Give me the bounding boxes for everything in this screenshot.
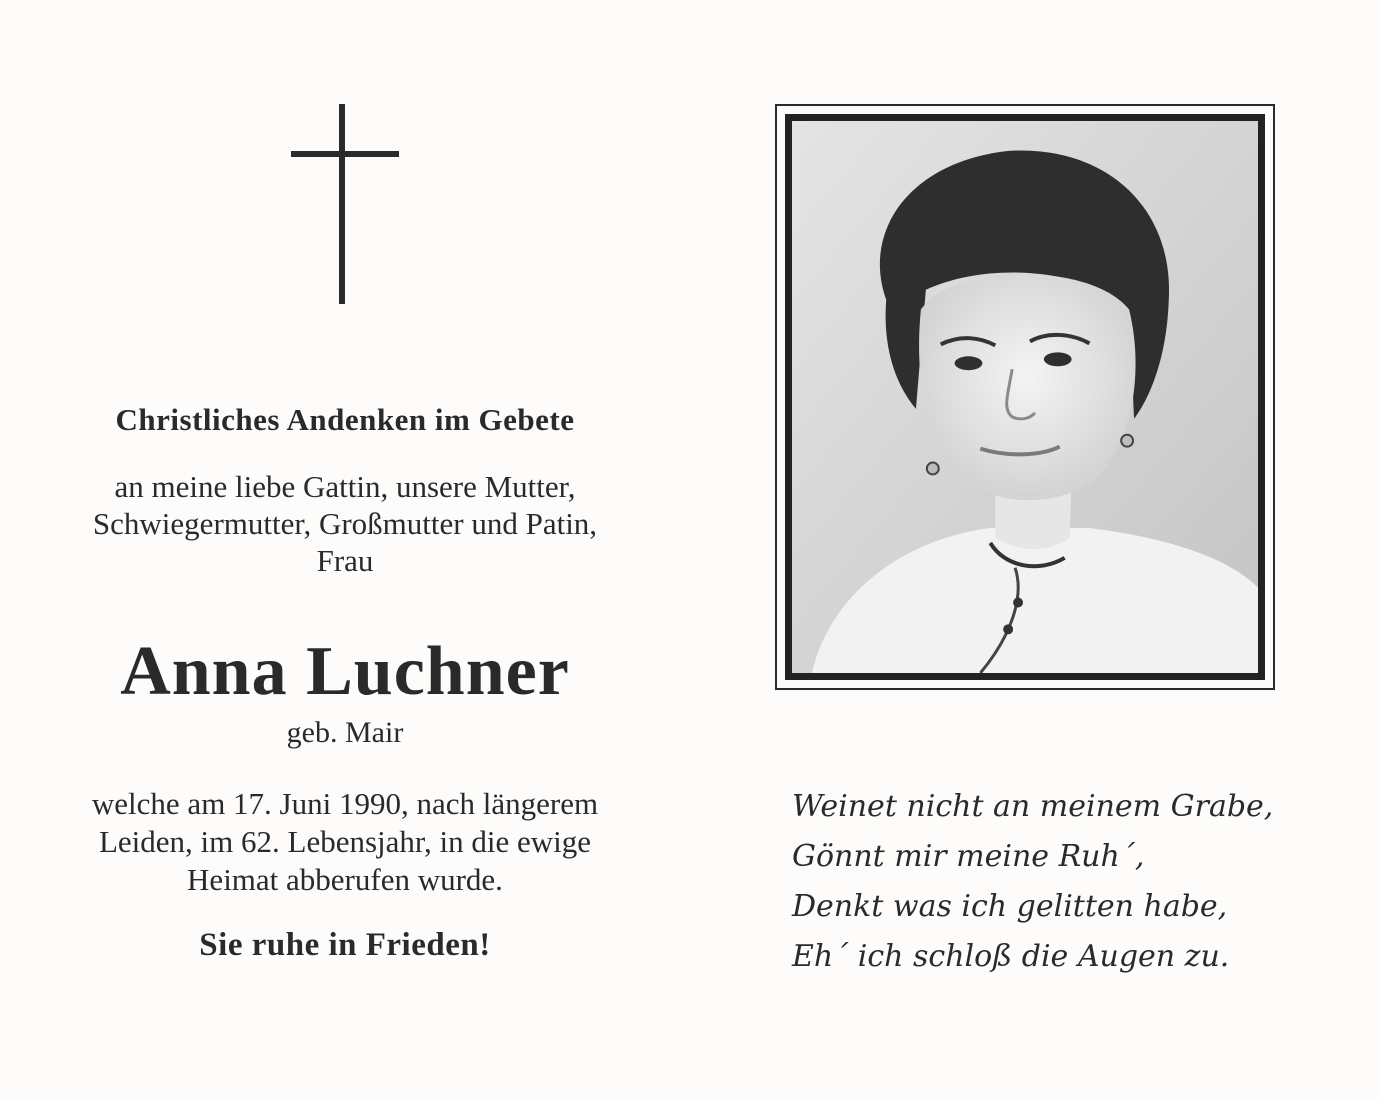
death-notice-line: welche am 17. Juni 1990, nach längerem [91, 786, 599, 821]
portrait-image [792, 121, 1258, 673]
dedication-text [40, 468, 650, 579]
closing-blessing: Sie ruhe in Frieden! [199, 927, 491, 963]
poem-line: Gönnt mir meine Ruh´, [792, 839, 1145, 874]
poem-line: Weinet nicht an meinem Grabe, [792, 789, 1274, 824]
memorial-heading: Christliches Andenken im Gebete [115, 402, 575, 437]
cross-vertical-bar [339, 104, 345, 304]
dedication-line: Frau [316, 543, 374, 578]
death-notice-line: Heimat abberufen wurde. [187, 862, 503, 897]
cross-horizontal-bar [291, 151, 399, 157]
poem-line: Denkt was ich gelitten habe, [792, 889, 1228, 924]
poem-line: Eh´ ich schloß die Augen zu. [792, 939, 1230, 974]
memorial-poem [792, 782, 1352, 982]
death-notice-line: Leiden, im 62. Lebensjahr, in die ewige [98, 824, 592, 859]
portrait-photo [785, 114, 1265, 680]
deceased-name: Anna Luchner [120, 633, 570, 710]
cross-icon [291, 104, 399, 304]
portrait-frame [775, 104, 1275, 690]
dedication-line: Schwiegermutter, Großmutter und Patin, [92, 506, 598, 541]
dedication-line: an meine liebe Gattin, unsere Mutter, [114, 469, 576, 504]
death-notice [40, 785, 650, 899]
maiden-name: geb. Mair [286, 716, 404, 749]
